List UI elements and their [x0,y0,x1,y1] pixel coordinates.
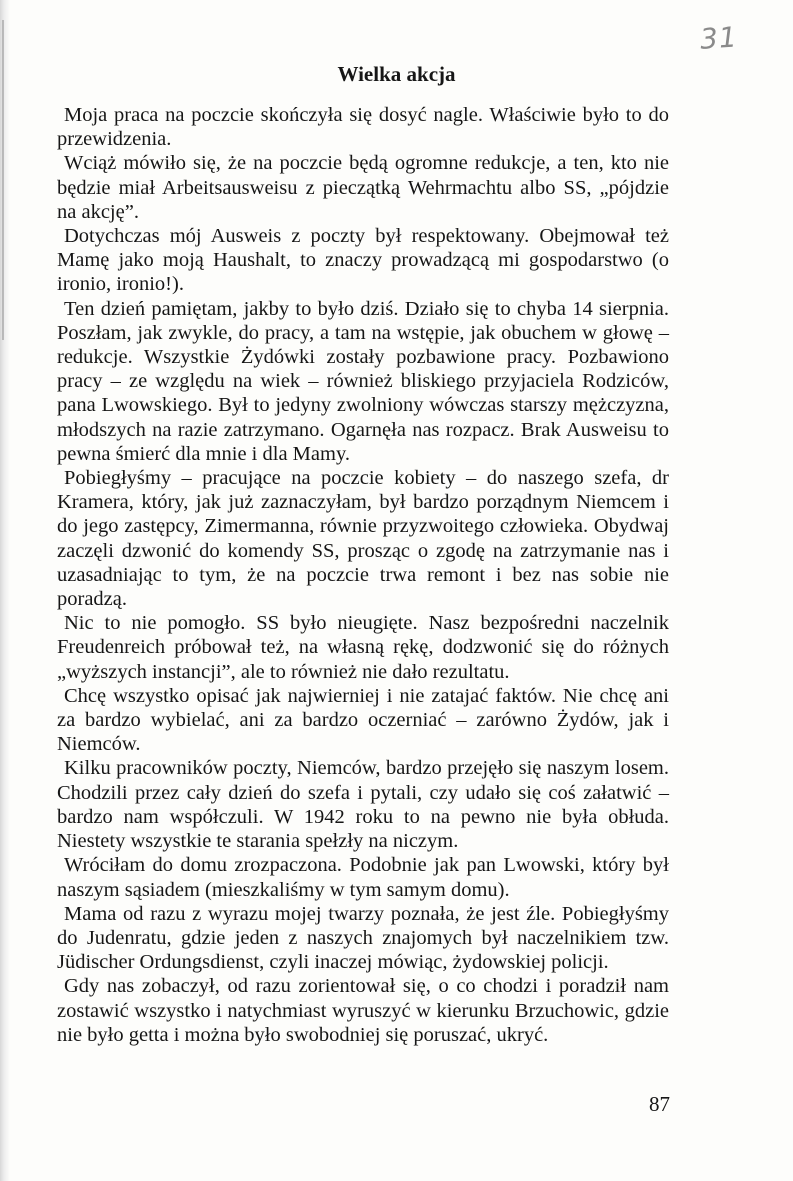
paragraph-1: Moja praca na poczcie skończyła się dosyć nagle. Właściwie było to do przewidzenia. [57,104,669,151]
paragraph-10: Mama od razu z wyrazu mojej twarzy poznała, że jest źle. Pobiegłyśmy do Judenratu, gdzie jeden z naszych znajomych był naczelnikiem tzw. Jüdischer Ordungsdienst, czyli inaczej mówiąc, żydowskiej policji. [57,902,669,974]
page-number: 87 [649,1092,670,1116]
paragraph-5: Pobiegłyśmy – pracujące na poczcie kobiety – do naszego szefa, dr Kramera, który, jak już zaznaczyłam, był bardzo porządnym Niemcem i do jego zastępcy, Zimermanna, równie przyzwoitego człowieka. Obydwaj zaczęli dzwonić do komendy SS, prosząc o zgodę na zatrzymanie nas i uzasadniając to tym, że na poczcie trwa remont i bez nas sobie nie poradzą. [57,467,669,611]
paragraph-3: Dotychczas mój Ausweis z poczty był respektowany. Obejmował też Mamę jako moją Haushalt, to znaczy prowadzącą mi gospodarstwo (o ironio, ironio!). [57,225,669,296]
paragraph-9: Wróciłam do domu zrozpaczona. Podobnie jak pan Lwowski, który był naszym sąsiadem (mieszkaliśmy w tym samym domu). [57,854,669,901]
paragraph-4: Ten dzień pamiętam, jakby to było dziś. Działo się to chyba 14 sierpnia. Poszłam, jak zwykle, do pracy, a tam na wstępie, jak obuchem w głowę – redukcje. Wszystkie Żydówki zostały pozbawione pracy. Pozbawiono pracy – ze względu na wiek – również bliskiego przyjaciela Rodziców, pana Lwowskiego. Był to jedyny zwolniony wówczas starszy mężczyzna, młodszych na razie zatrzymano. Ogarnęła nas rozpacz. Brak Ausweisu to pewna śmierć dla mnie i dla Mamy. [57,297,669,465]
paragraph-7: Chcę wszystko opisać jak najwierniej i nie zatajać faktów. Nie chcę ani za bardzo wybielać, ani za bardzo oczerniać – zarówno Żydów, jak i Niemców. [57,684,669,756]
handwritten-page-number: 31 [698,20,739,56]
paragraph-2: Wciąż mówiło się, że na poczcie będą ogromne redukcje, a ten, kto nie będzie miał Arbeitsausweisu z pieczątką Wehrmachtu albo SS, „pójdzie na akcję”. [57,152,669,223]
body-text [57,103,669,1047]
chapter-title: Wielka akcja [337,62,456,86]
paragraph-6: Nic to nie pomogło. SS było nieugięte. Nasz bezpośredni naczelnik Freudenreich próbował też, na własną rękę, dodzwonić się do różnych „wyższych instancji”, ale to również nie dało rezultatu. [57,612,669,683]
paragraph-11: Gdy nas zobaczył, od razu zorientował się, o co chodzi i poradził nam zostawić wszystko i natychmiast wyruszyć w kierunku Brzuchowic, gdzie nie było getta i można było swobodniej się poruszać, ukryć. [57,975,669,1046]
paragraph-8: Kilku pracowników poczty, Niemców, bardzo przejęło się naszym losem. Chodzili przez cały dzień do szefa i pytali, czy udało się coś załatwić – bardzo nam współczuli. W 1942 roku to na pewno nie była obłuda. Niestety wszystkie te starania spełzły na niczym. [57,757,669,853]
scan-edge-shadow [0,0,10,1181]
